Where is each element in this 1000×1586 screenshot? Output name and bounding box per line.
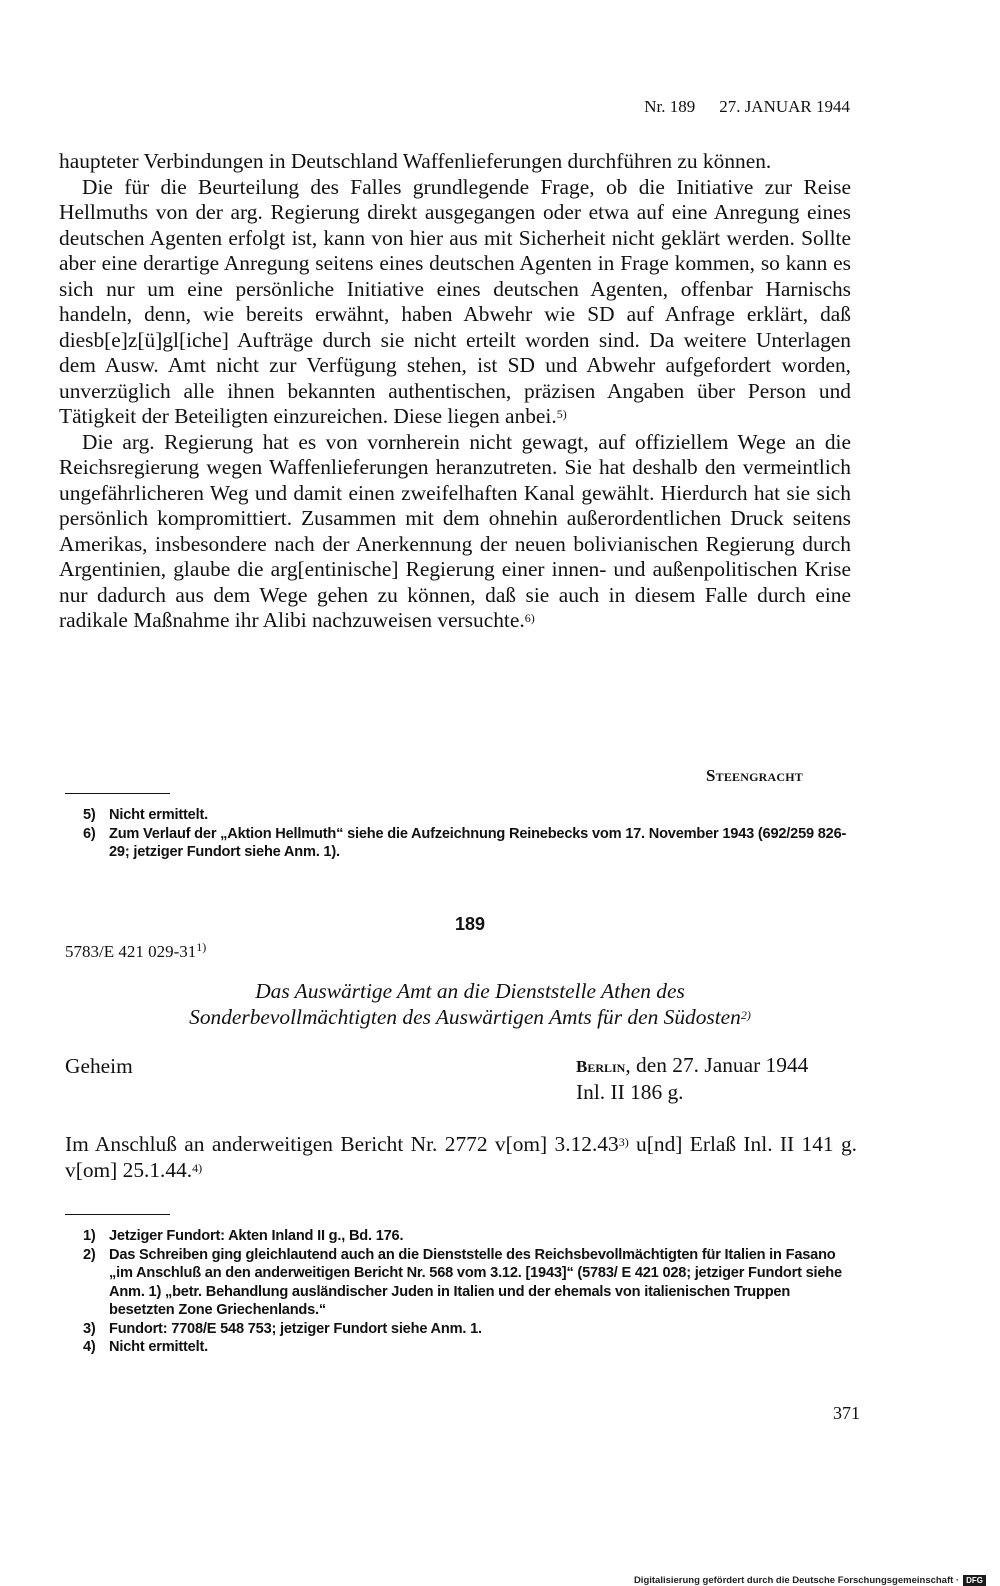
footnote-ref-5: 5) <box>556 407 567 421</box>
footnote-item <box>83 1227 855 1246</box>
footnote-text: Jetziger Fundort: Akten Inland II g., Bd. 176. <box>109 1228 404 1244</box>
header-doc-ref: Nr. 189 <box>644 97 696 116</box>
footnote-item <box>83 1246 855 1320</box>
archive-reference: 5783/E 421 029-31$^{1)}$ <box>65 940 207 961</box>
footnote-ref-1: 1) <box>196 940 207 954</box>
footnote-ref-2: 2) <box>740 1007 751 1022</box>
previous-document-body <box>59 149 851 634</box>
footnote-ref-6: 6) <box>524 611 535 625</box>
page-number: 371 <box>833 1403 860 1423</box>
place: Berlin <box>576 1057 626 1076</box>
footnote-item <box>83 825 855 862</box>
file-number: Inl. II 186 g. <box>576 1079 684 1104</box>
footnote-mark: 5) <box>83 807 96 823</box>
footnote-mark: 1) <box>83 1228 96 1244</box>
footnote-item <box>83 806 855 825</box>
footnotes-document <box>83 1227 855 1357</box>
paragraph-reference: Im Anschluß an anderweitigen Bericht Nr. 2772 v[om] 3.12.43$^{3)}$ u[nd] Erlaß Inl. II 141 g. v[om] 25.1.44.$^{4)}$ <box>65 1132 857 1182</box>
title-line-2: Sonderbevollmächtigten des Auswärtigen Amts für den Südosten$^{2)}$ <box>189 1004 751 1029</box>
footnote-mark: 3) <box>83 1320 96 1337</box>
footnote-ref-3: 3) <box>618 1135 629 1149</box>
title-line-1: Das Auswärtige Amt an die Dienststelle Athen des <box>255 979 685 1003</box>
footnote-text: Das Schreiben ging gleichlautend auch an die Dienststelle des Reichsbevollmächtigten für Italien in Fasano „im Anschluß an den anderweitigen Bericht Nr. 568 vom 3.12. [1943]“ (5783/ E 421 028; jetziger Fundort siehe Anm. 1) „betr. Behandlung ausländischer Juden in Italien und der ehemals von italienischen Truppen besetzten Zone Griechenlands.“ <box>109 1246 842 1318</box>
footnote-ref-4: 4) <box>192 1160 203 1175</box>
document-title <box>70 979 870 1030</box>
signature: Steengracht <box>706 766 804 785</box>
place-date-line <box>576 1053 808 1080</box>
footnotes-previous <box>83 806 855 862</box>
footnote-item <box>83 1320 855 1339</box>
footnote-text: Fundort: 7708/E 548 753; jetziger Fundort siehe Anm. 1. <box>109 1320 482 1337</box>
digitization-credit <box>600 1574 986 1586</box>
footnote-rule <box>65 1214 170 1215</box>
footnote-rule <box>65 793 170 794</box>
header-date: 27. JANUAR 1944 <box>719 97 850 116</box>
footnote-mark: 4) <box>83 1339 96 1355</box>
paragraph-argentina: Die arg. Regierung hat es von vornherein nicht gewagt, auf offiziellem Wege an die Reichsregierung wegen Waffenlieferungen heranzutreten. Sie hat deshalb den vermeintlich ungefährlicheren Weg und damit einen zweifelhaften Kanal gewählt. Hierdurch hat sie sich persönlich kompromittiert. Zusammen mit dem ohnehin außerordentlichen Druck seitens Amerikas, insbesondere nach der Anerkennung der neuen bolivianischen Regierung durch Argentinien, glaube die arg[entinische] Regierung einer innen- und außenpolitischen Krise nur dadurch aus dem Wege gehen zu können, daß sie auch in diesem Falle durch eine radikale Maßnahme ihr Alibi nachzuweisen versuchte.$^{6)}$ <box>59 429 851 632</box>
place-date-block <box>576 1053 808 1105</box>
running-header <box>560 97 850 117</box>
footnote-mark: 2) <box>83 1246 96 1263</box>
footnote-text: Nicht ermittelt. <box>109 1339 208 1355</box>
document-number: 189 <box>454 914 486 934</box>
date: , den 27. Januar 1944 <box>625 1053 809 1077</box>
footnote-item <box>83 1338 855 1357</box>
footnote-text: Nicht ermittelt. <box>109 807 208 823</box>
dfg-logo-icon: DFG <box>963 1575 986 1586</box>
document-body <box>65 1132 857 1183</box>
paragraph-continuation: haupteter Verbindungen in Deutschland Waffenlieferungen durchführen zu können. <box>59 149 772 173</box>
paragraph-initiative: Die für die Beurteilung des Falles grundlegende Frage, ob die Initiative zur Reise Hellmuths von der arg. Regierung direkt ausgegangen oder etwa auf eine Anregung eines deutschen Agenten erfolgt ist, kann von hier aus mit Sicherheit nicht geklärt werden. Sollte aber eine derartige Anregung seitens eines deutschen Agenten in Frage kommen, so kann es sich nur um eine persönliche Initiative eines deutschen Agenten, offenbar Harnischs handeln, denn, wie bereits erwähnt, haben Abwehr wie SD auf Anfrage erklärt, daß diesb[e]z[ü]gl[iche] Aufträge durch sie nicht erteilt worden sind. Da weitere Unterlagen dem Ausw. Amt nicht zur Verfügung stehen, ist SD und Abwehr aufgefordert worden, unverzüglich alle ihnen bekannten authentischen, präzisen Angaben über Person und Tätigkeit der Beteiligten einzureichen. Diese liegen anbei.$^{5)}$ <box>59 174 851 428</box>
credit-text: Digitalisierung gefördert durch die Deutsche Forschungsgemeinschaft · <box>633 1574 960 1586</box>
footnote-text: Zum Verlauf der „Aktion Hellmuth“ siehe die Aufzeichnung Reinebecks vom 17. November 1943 (692/259 826-29; jetziger Fundort siehe Anm. 1). <box>109 825 847 860</box>
classification: Geheim <box>65 1054 133 1078</box>
footnote-mark: 6) <box>83 825 96 842</box>
